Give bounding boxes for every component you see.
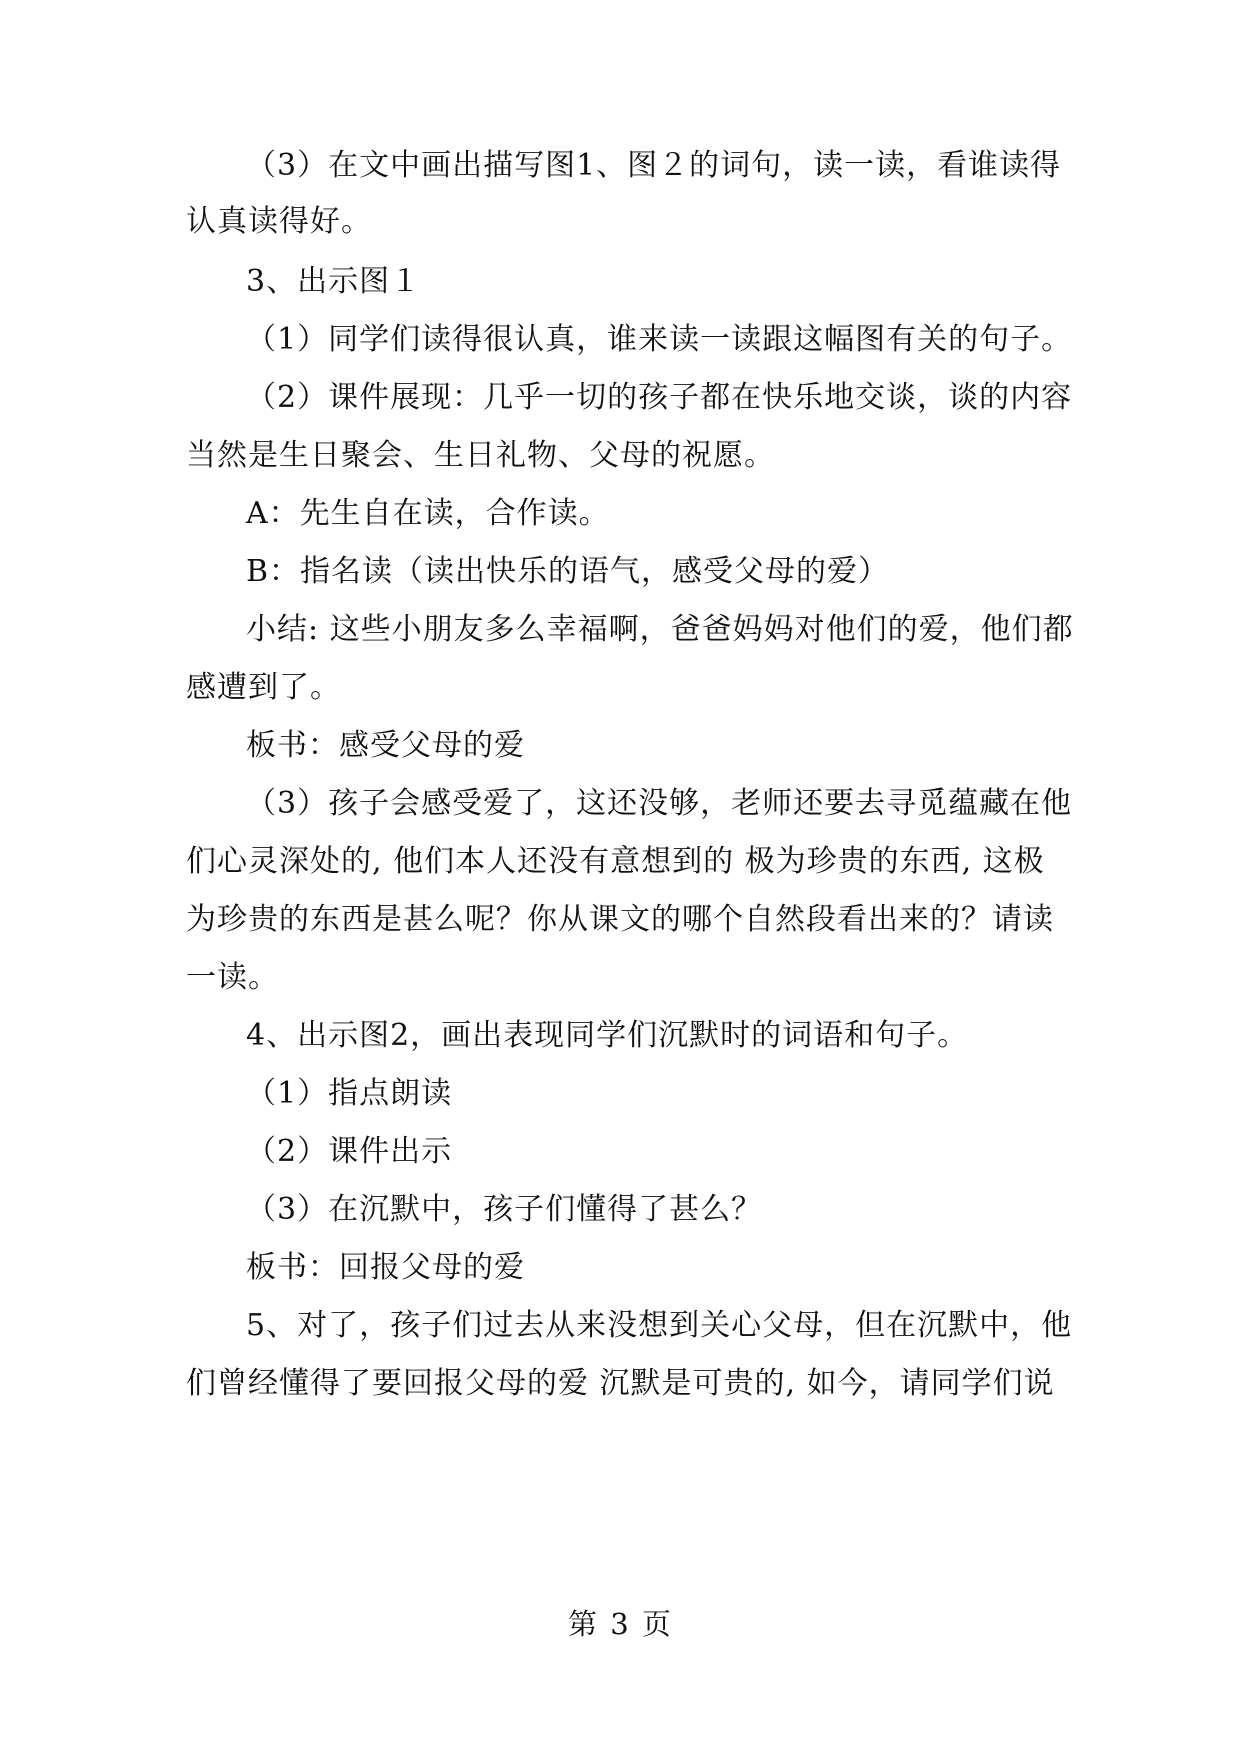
section-heading: 3、出示图１ <box>246 264 422 299</box>
blackboard-note: 板书：感受父母的爱 <box>246 728 525 763</box>
paragraph-line: 一读。 <box>186 960 279 995</box>
paragraph-line: （3）在沉默中，孩子们懂得了甚么？ <box>246 1192 763 1227</box>
paragraph-line: （1）指点朗读 <box>246 1076 453 1111</box>
paragraph-line: 们心灵深处的, 他们本人还没有意想到的 极为珍贵的东西, 这极 <box>186 844 1045 879</box>
paragraph-line: 当然是生日聚会、生日礼物、父母的祝愿。 <box>186 438 775 473</box>
paragraph-line: A：先生自在读，合作读。 <box>246 496 610 531</box>
paragraph-line: （3）在文中画出描写图1、图２的词句，读一读，看谁读得 <box>246 148 1062 183</box>
section-heading: 4、出示图2，画出表现同学们沉默时的词语和句子。 <box>246 1018 969 1053</box>
paragraph-line: 小结: 这些小朋友多么幸福啊，爸爸妈妈对他们的爱，他们都 <box>246 612 1074 647</box>
paragraph-line: 们曾经懂得了要回报父母的爱 沉默是可贵的, 如今，请同学们说 <box>186 1366 1055 1401</box>
paragraph-line: （1）同学们读得很认真，谁来读一读跟这幅图有关的句子。 <box>246 322 1073 357</box>
paragraph-line: （2）课件展现：几乎一切的孩子都在快乐地交谈，谈的内容 <box>246 380 1073 415</box>
paragraph-line: 认真读得好。 <box>186 204 372 239</box>
paragraph-line: B：指名读（读出快乐的语气，感受父母的爱） <box>246 554 890 589</box>
section-heading: 5、对了，孩子们过去从来没想到关心父母，但在沉默中，他 <box>246 1308 1073 1343</box>
blackboard-note: 板书：回报父母的爱 <box>246 1250 525 1285</box>
page-number: 第 3 页 <box>568 1607 673 1641</box>
paragraph-line: （3）孩子会感受爱了，这还没够，老师还要去寻觅蕴藏在他 <box>246 786 1073 821</box>
paragraph-line: 感遭到了。 <box>186 670 341 705</box>
paragraph-line: 为珍贵的东西是甚么呢？你从课文的哪个自然段看出来的？请读 <box>186 902 1054 937</box>
paragraph-line: （2）课件出示 <box>246 1134 453 1169</box>
